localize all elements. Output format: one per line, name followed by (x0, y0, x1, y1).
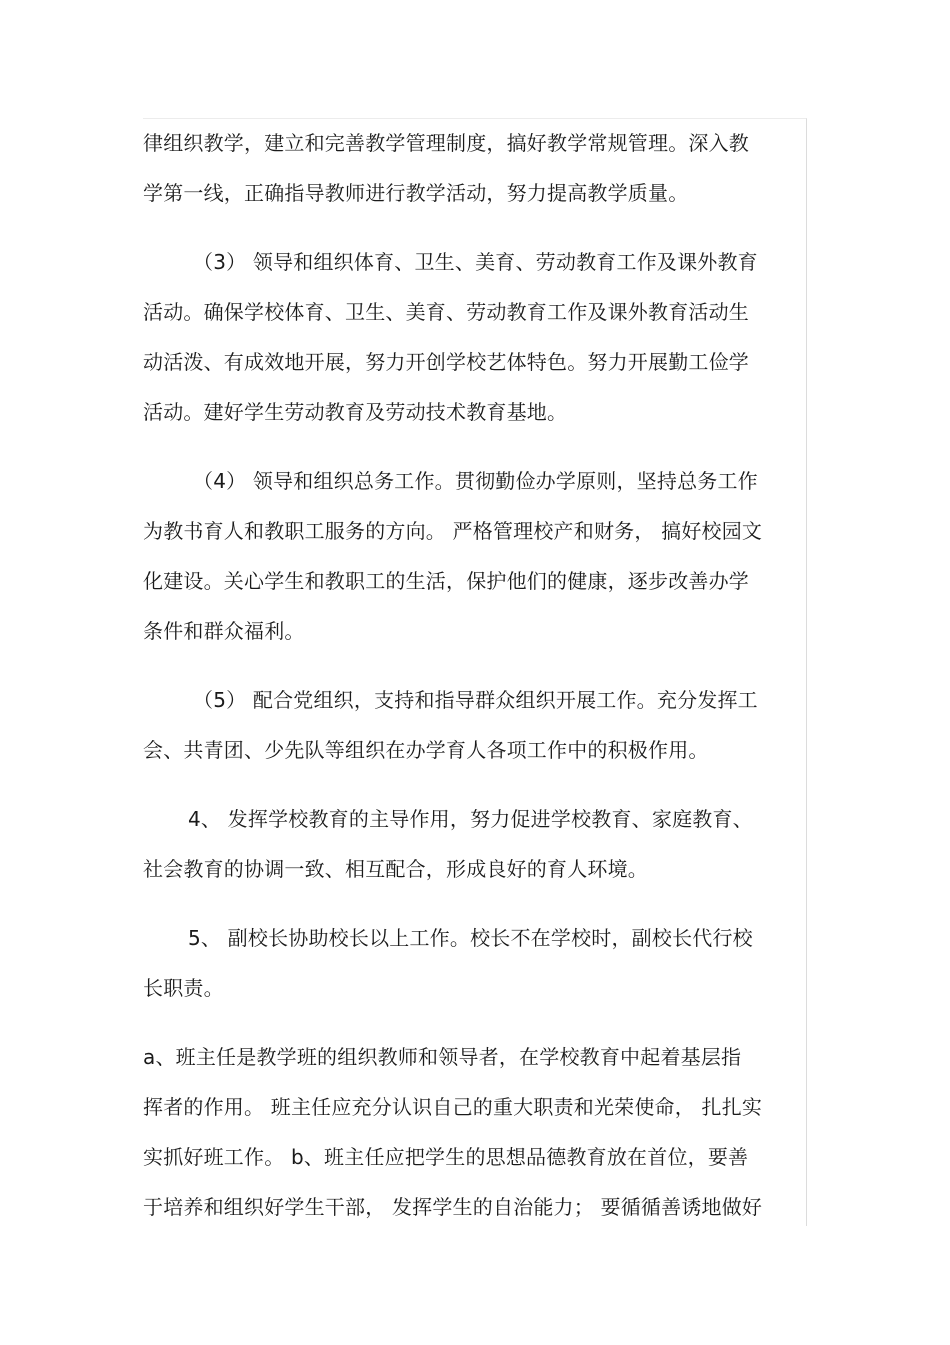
text-line: 动活泼、有成效地开展，努力开创学校艺体特色。努力开展勤工俭学 (143, 350, 749, 374)
text-line: 化建设。关心学生和教职工的生活，保护他们的健康，逐步改善办学 (143, 569, 749, 593)
text-line: a、班主任是教学班的组织教师和领导者，在学校教育中起着基层指 (143, 1045, 742, 1069)
text-line: 活动。确保学校体育、卫生、美育、劳动教育工作及课外教育活动生 (143, 300, 749, 324)
text-line: 4、 发挥学校教育的主导作用，努力促进学校教育、家庭教育、 (188, 807, 753, 831)
text-line: 5、 副校长协助校长以上工作。校长不在学校时，副校长代行校 (188, 926, 753, 950)
text-line: 为教书育人和教职工服务的方向。 严格管理校产和财务， 搞好校园文 (143, 519, 763, 543)
text-line: 律组织教学，建立和完善教学管理制度，搞好教学常规管理。深入教 (143, 131, 749, 155)
text-line: 会、共青团、少先队等组织在办学育人各项工作中的积极作用。 (143, 738, 709, 762)
text-line: （5） 配合党组织，支持和指导群众组织开展工作。充分发挥工 (193, 688, 758, 712)
text-line: （3） 领导和组织体育、卫生、美育、劳动教育工作及课外教育 (193, 250, 758, 274)
text-line: （4） 领导和组织总务工作。贯彻勤俭办学原则，坚持总务工作 (193, 469, 758, 493)
text-line: 实抓好班工作。 b、班主任应把学生的思想品德教育放在首位，要善 (143, 1145, 749, 1169)
text-line: 社会教育的协调一致、相互配合，形成良好的育人环境。 (143, 857, 648, 881)
text-line: 学第一线，正确指导教师进行教学活动，努力提高教学质量。 (143, 181, 689, 205)
text-line: 条件和群众福利。 (143, 619, 305, 643)
text-line: 挥者的作用。 班主任应充分认识自己的重大职责和光荣使命， 扎扎实 (143, 1095, 763, 1119)
text-line: 活动。建好学生劳动教育及劳动技术教育基地。 (143, 400, 568, 424)
text-line: 于培养和组织好学生干部， 发挥学生的自治能力； 要循循善诱地做好 (143, 1195, 763, 1219)
text-line: 长职责。 (143, 976, 224, 1000)
